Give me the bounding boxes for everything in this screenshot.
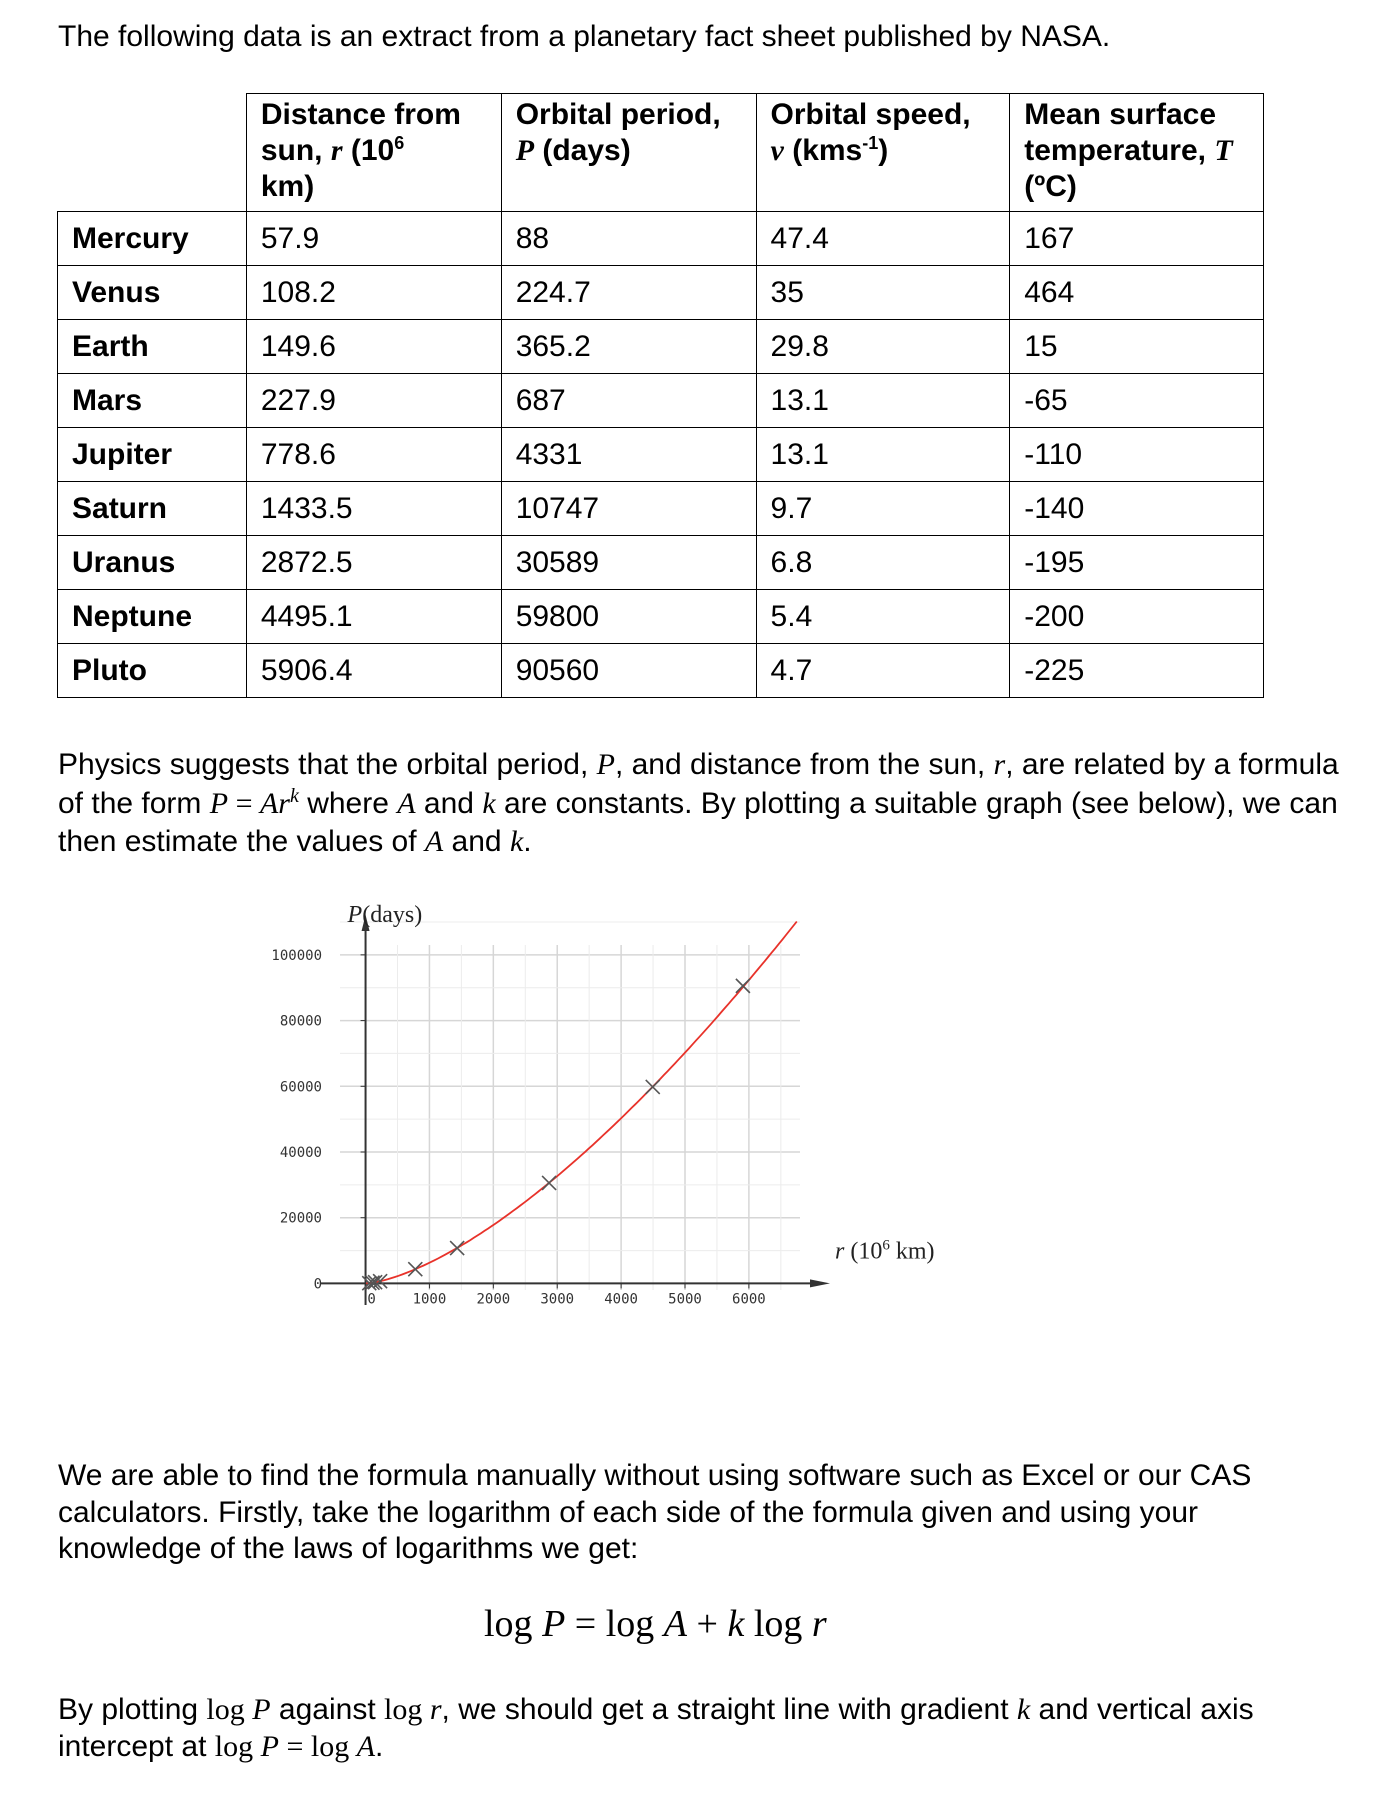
table-row bbox=[58, 590, 1264, 644]
cell-P: 687 bbox=[501, 374, 756, 428]
cell-P: 224.7 bbox=[501, 266, 756, 320]
cell-v: 29.8 bbox=[756, 320, 1010, 374]
cell-v: 5.4 bbox=[756, 590, 1010, 644]
x-tick-label: 1000 bbox=[412, 1291, 447, 1308]
planet-name: Neptune bbox=[58, 590, 247, 644]
logarithm-paragraph: We are able to find the formula manually without using software such as Excel or our CAS calculators. Firstly, take the logarithm of each side of the formula given and using your knowledge of the laws of logarithms we get: bbox=[58, 1459, 1252, 1566]
cell-v: 47.4 bbox=[756, 212, 1010, 266]
x-tick-label: 2000 bbox=[476, 1291, 511, 1308]
y-axis-label: P(days) bbox=[347, 902, 423, 928]
cell-P: 88 bbox=[501, 212, 756, 266]
x-tick-label: 6000 bbox=[732, 1291, 766, 1308]
planet-name: Venus bbox=[58, 266, 247, 320]
y-tick-label: 100000 bbox=[271, 947, 322, 964]
table-row bbox=[58, 536, 1264, 590]
cell-v: 13.1 bbox=[756, 428, 1010, 482]
x-tick-label: 4000 bbox=[604, 1291, 638, 1308]
y-tick-label: 0 bbox=[313, 1276, 322, 1293]
cell-v: 6.8 bbox=[756, 536, 1010, 590]
gradient-paragraph: By plotting log P against log r, we should get a straight line with gradient k and vertical axis intercept at log P = log A. bbox=[58, 1693, 1254, 1763]
planet-name: Mercury bbox=[58, 212, 247, 266]
planet-name: Saturn bbox=[58, 482, 247, 536]
planet-name: Uranus bbox=[58, 536, 247, 590]
cell-v: 13.1 bbox=[756, 374, 1010, 428]
cell-r: 4495.1 bbox=[246, 590, 501, 644]
x-axis-arrow bbox=[810, 1279, 830, 1287]
cell-P: 365.2 bbox=[501, 320, 756, 374]
x-tick-label: 5000 bbox=[668, 1291, 702, 1308]
data-point-marker bbox=[736, 979, 750, 993]
period-vs-distance-chart bbox=[271, 902, 940, 1415]
table-row bbox=[58, 374, 1264, 428]
table-header-row bbox=[58, 94, 1264, 212]
cell-r: 2872.5 bbox=[246, 536, 501, 590]
table-row bbox=[58, 320, 1264, 374]
planet-name: Mars bbox=[58, 374, 247, 428]
cell-P: 59800 bbox=[501, 590, 756, 644]
cell-r: 149.6 bbox=[246, 320, 501, 374]
table-row bbox=[58, 428, 1264, 482]
planet-name: Earth bbox=[58, 320, 247, 374]
cell-P: 30589 bbox=[501, 536, 756, 590]
cell-T: -225 bbox=[1010, 644, 1264, 698]
table-row bbox=[58, 266, 1264, 320]
cell-r: 1433.5 bbox=[246, 482, 501, 536]
x-tick-label: 3000 bbox=[540, 1291, 575, 1308]
cell-P: 90560 bbox=[501, 644, 756, 698]
planet-fact-table bbox=[57, 93, 1264, 698]
data-point-marker bbox=[450, 1241, 464, 1255]
cell-T: -65 bbox=[1010, 374, 1264, 428]
data-point-marker bbox=[408, 1262, 422, 1276]
cell-v: 35 bbox=[756, 266, 1010, 320]
y-tick-label: 80000 bbox=[279, 1013, 322, 1030]
header-temperature: Mean surface temperature, T (ºC) bbox=[1010, 94, 1264, 212]
y-tick-label: 20000 bbox=[279, 1210, 322, 1227]
header-distance: Distance from sun, r ($10^6$ km) bbox=[246, 94, 501, 212]
log-formula: log P = log A + k log r bbox=[484, 1603, 827, 1645]
table-row bbox=[58, 482, 1264, 536]
header-speed: Orbital speed, v (kms$^{-1}$) bbox=[756, 94, 1010, 212]
x-axis-label: r ($10^6$ km) bbox=[835, 1237, 935, 1265]
cell-r: 778.6 bbox=[246, 428, 501, 482]
y-tick-label: 40000 bbox=[279, 1145, 322, 1161]
cell-v: 9.7 bbox=[756, 482, 1010, 536]
cell-P: 10747 bbox=[501, 482, 756, 536]
planet-name: Pluto bbox=[58, 644, 247, 698]
intro-text: The following data is an extract from a planetary fact sheet published by NASA. bbox=[58, 20, 1111, 53]
cell-v: 4.7 bbox=[756, 644, 1010, 698]
cell-T: -195 bbox=[1010, 536, 1264, 590]
fitted-curve bbox=[366, 922, 797, 1284]
table-row bbox=[58, 212, 1264, 266]
cell-P: 4331 bbox=[501, 428, 756, 482]
cell-r: 108.2 bbox=[246, 266, 501, 320]
corner-cell bbox=[58, 94, 247, 212]
cell-T: 15 bbox=[1010, 320, 1264, 374]
planet-name: Jupiter bbox=[58, 428, 247, 482]
cell-T: 464 bbox=[1010, 266, 1264, 320]
header-period: Orbital period, P (days) bbox=[501, 94, 756, 212]
physics-paragraph: Physics suggests that the orbital period, P, and distance from the sun, r, are related by a formula of the form $P = Ar^k$ where A and k are constants. By plotting a suitable graph (see below), we can then estimate the values of A and k. bbox=[58, 748, 1339, 859]
cell-T: -110 bbox=[1010, 428, 1264, 482]
cell-T: -140 bbox=[1010, 482, 1264, 536]
data-point-marker bbox=[542, 1176, 556, 1190]
y-tick-label: 60000 bbox=[279, 1079, 322, 1096]
table-row bbox=[58, 644, 1264, 698]
cell-T: -200 bbox=[1010, 590, 1264, 644]
cell-r: 227.9 bbox=[246, 374, 501, 428]
x-tick-label: 0 bbox=[367, 1291, 376, 1308]
cell-r: 5906.4 bbox=[246, 644, 501, 698]
cell-T: 167 bbox=[1010, 212, 1264, 266]
cell-r: 57.9 bbox=[246, 212, 501, 266]
